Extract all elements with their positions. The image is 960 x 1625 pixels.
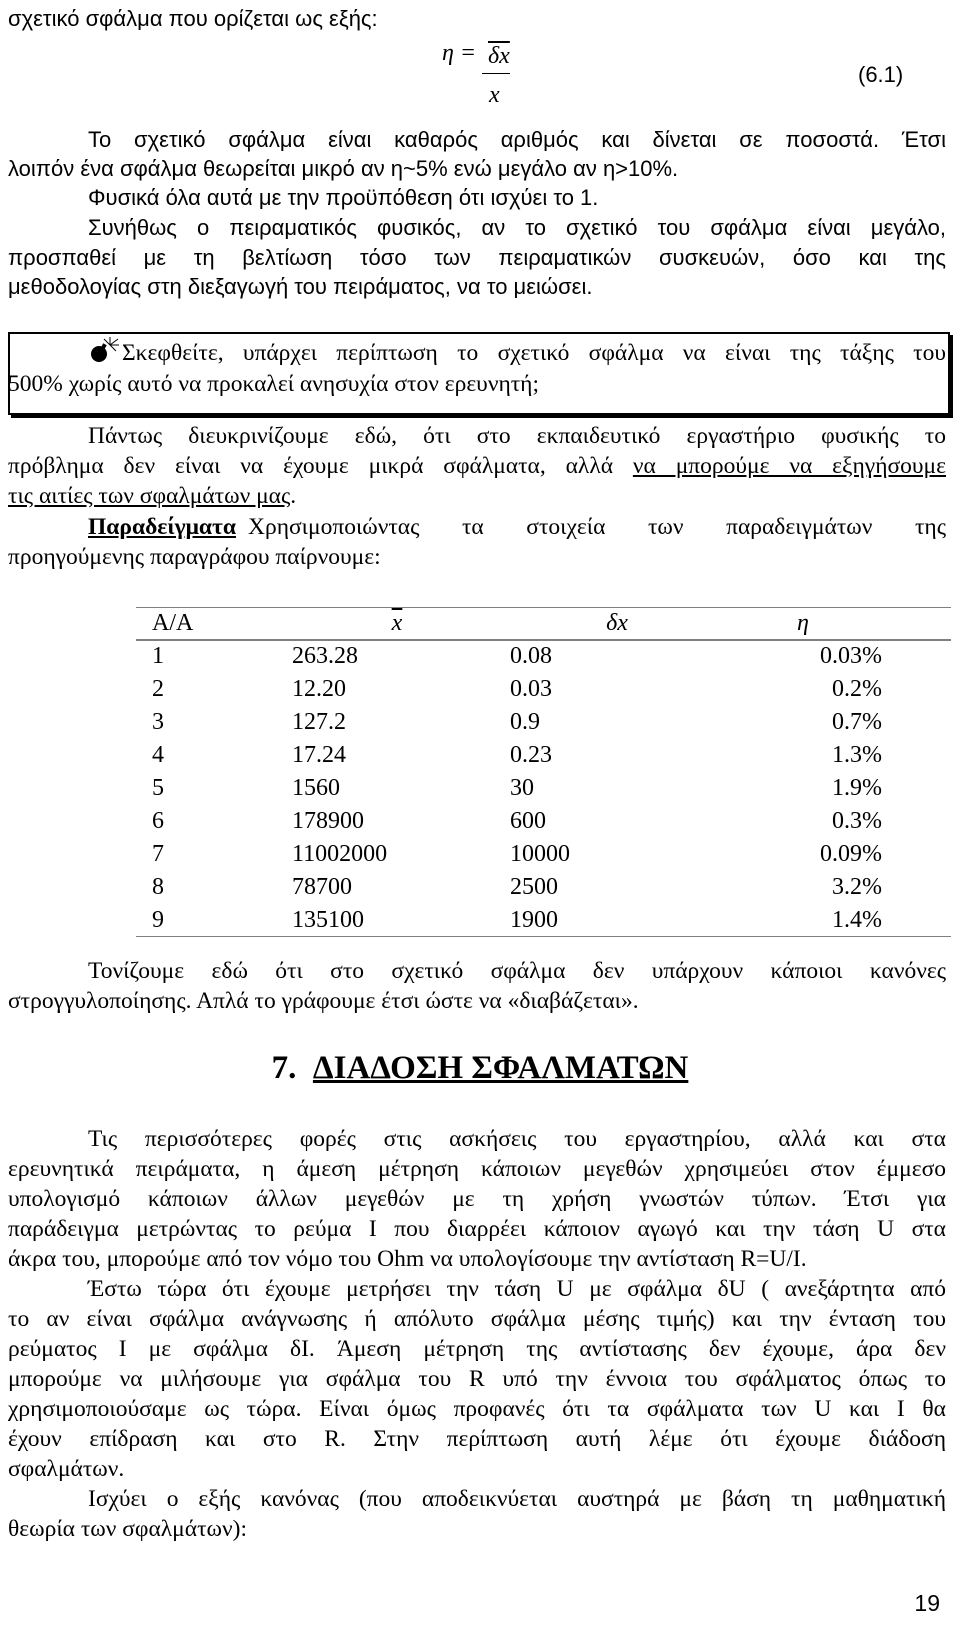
table-row	[136, 904, 882, 937]
cell-x: 178900	[292, 808, 364, 834]
para2-line-3-tail: .	[290, 483, 297, 509]
para1-line-3: Φυσικά όλα αυτά με την προϋπόθεση ότι ισχύει το 1.	[88, 185, 599, 210]
think-box-line-1: Σκεφθείτε, υπάρχει περίπτωση το σχετικό σφάλμα να είναι της τάξης του	[122, 340, 946, 366]
table-header-row	[136, 607, 882, 640]
cell-eta: 3.2%	[832, 874, 882, 900]
para2-line-3-underlined: τις αιτίες των σφαλμάτων μας	[8, 483, 291, 509]
para1-line-1: Το σχετικό σφάλμα είναι καθαρός αριθμός και δίνεται σε ποσοστά. Έτσι	[88, 127, 946, 152]
intro-line: σχετικό σφάλμα που ορίζεται ως εξής:	[8, 6, 378, 31]
table-row	[136, 805, 882, 838]
data-table	[136, 607, 882, 937]
bomb-icon	[90, 337, 120, 365]
cell-eta: 1.3%	[832, 742, 882, 768]
section-p1-line-3: υπολογισμό κάποιων άλλων μεγεθών με τη χρήση γνωστών τύπων. Έτσι για	[8, 1186, 946, 1212]
para1-line-4: Συνήθως ο πειραματικός φυσικός, αν το σχετικό του σφάλμα είναι μεγάλο,	[88, 215, 946, 240]
section-p2-line-7: σφαλμάτων.	[8, 1456, 125, 1482]
cell-x: 17.24	[292, 742, 346, 768]
cell-aa: 9	[152, 907, 164, 933]
page-number: 19	[914, 1590, 940, 1616]
para1-line-2: λοιπόν ένα σφάλμα θεωρείται μικρό αν η~5% ενώ μεγάλο αν η>10%.	[8, 156, 679, 181]
examples-label: Παραδείγματα	[88, 514, 236, 540]
examples-line-1	[88, 514, 946, 541]
section-p1-line-5: άκρα του, μπορούμε από τον νόμο του Ohm να υπολογίσουμε την αντίσταση R=U/I.	[8, 1246, 807, 1272]
examples-line-2: προηγούμενης παραγράφου παίρνουμε:	[8, 544, 381, 570]
section-p2-line-4: μπορούμε να μιλήσουμε για σφάλμα του R υπό την έννοια του σφάλματος όπως το	[8, 1366, 946, 1392]
para2-line-2-underlined: να μπορούμε να εξηγήσουμε	[632, 453, 946, 479]
header-eta	[724, 607, 882, 640]
section-number: 7.	[271, 1050, 297, 1086]
equation-lhs: η =	[442, 40, 477, 66]
cell-dx: 30	[510, 775, 534, 801]
cell-eta: 0.09%	[820, 841, 882, 867]
rounding-line-1: Τονίζουμε εδώ ότι στο σχετικό σφάλμα δεν υπάρχουν κάποιοι κανόνες	[88, 958, 946, 984]
table-row	[136, 706, 882, 739]
section-p2-line-5: χρησιμοποιούσαμε ως τώρα. Είναι όμως προφανές ότι τα σφάλματα των U και I θα	[8, 1396, 946, 1422]
cell-x: 127.2	[292, 709, 346, 735]
header-x-text: $\overline{x}$	[391, 610, 403, 636]
cell-aa: 8	[152, 874, 164, 900]
header-dx-text: δx	[606, 610, 628, 636]
equation-numerator-text: $\overline{\delta x}$	[488, 43, 510, 69]
cell-aa: 4	[152, 742, 164, 768]
para2-line-2-plain: πρόβλημα δεν είναι να έχουμε μικρά σφάλματα, αλλά	[8, 453, 633, 479]
cell-dx: 1900	[510, 907, 558, 933]
header-x	[282, 607, 502, 640]
table-row	[136, 739, 882, 772]
cell-dx: 0.23	[510, 742, 552, 768]
cell-x: 78700	[292, 874, 352, 900]
header-eta-text: η	[797, 610, 809, 636]
cell-eta: 0.7%	[832, 709, 882, 735]
rounding-line-2: στρογγυλοποίησης. Απλά το γράφουμε έτσι ώστε να «διαβάζεται».	[8, 988, 639, 1014]
cell-dx: 0.9	[510, 709, 540, 735]
cell-aa: 7	[152, 841, 164, 867]
cell-dx: 10000	[510, 841, 570, 867]
header-aa: Α/Α	[152, 610, 194, 636]
fraction-bar	[482, 73, 510, 74]
para2-line-2	[8, 453, 946, 480]
cell-aa: 5	[152, 775, 164, 801]
section-p1-line-1: Τις περισσότερες φορές στις ασκήσεις του εργαστηρίου, αλλά και στα	[88, 1126, 946, 1152]
header-dx	[502, 607, 724, 640]
cell-aa: 2	[152, 676, 164, 702]
examples-text: Χρησιμοποιώντας τα στοιχεία των παραδειγμάτων της	[248, 514, 946, 540]
section-p2-line-6: έχουν επίδραση και στο R. Στην περίπτωση αυτή λέμε ότι έχουμε διάδοση	[8, 1426, 946, 1452]
table-row	[136, 838, 882, 871]
cell-aa: 1	[152, 643, 164, 669]
section-title: ΔΙΑΔΟΣΗ ΣΦΑΛΜΑΤΩΝ	[312, 1050, 689, 1086]
equation-numerator	[488, 43, 510, 70]
cell-x: 12.20	[292, 676, 346, 702]
cell-aa: 3	[152, 709, 164, 735]
section-p1-line-2: ερευνητικά πειράματα, η άμεση μέτρηση κάποιων μεγεθών χρησιμεύει στον έμμεσο	[8, 1156, 946, 1182]
cell-dx: 600	[510, 808, 546, 834]
table-row	[136, 640, 882, 673]
cell-eta: 0.2%	[832, 676, 882, 702]
cell-dx: 0.08	[510, 643, 552, 669]
cell-aa: 6	[152, 808, 164, 834]
section-p2-line-2: το αν είναι σφάλμα ανάγνωσης ή απόλυτο σφάλμα μέσης τιμής) και την ένταση του	[8, 1306, 946, 1332]
cell-x: 1560	[292, 775, 340, 801]
para2-line-1: Πάντως διευκρινίζουμε εδώ, ότι στο εκπαιδευτικό εργαστήριο φυσικής το	[88, 423, 946, 449]
section-p3-line-2: θεωρία των σφαλμάτων):	[8, 1516, 247, 1542]
cell-x: 263.28	[292, 643, 358, 669]
section-p2-line-1: Έστω τώρα ότι έχουμε μετρήσει την τάση U με σφάλμα δU ( ανεξάρτητα από	[88, 1276, 946, 1302]
think-box-line-2: 500% χωρίς αυτό να προκαλεί ανησυχία στον ερευνητή;	[8, 371, 539, 397]
section-p3-line-1: Ισχύει ο εξής κανόνας (που αποδεικνύεται αυστηρά με βάση τη μαθηματική	[88, 1486, 946, 1512]
section-p2-line-3: ρεύματος I με σφάλμα δI. Άμεση μέτρηση της αντίστασης δεν έχουμε, άρα δεν	[8, 1336, 946, 1362]
table-row	[136, 772, 882, 805]
cell-dx: 0.03	[510, 676, 552, 702]
cell-eta: 1.4%	[832, 907, 882, 933]
equation-number: (6.1)	[858, 62, 904, 87]
cell-eta: 0.03%	[820, 643, 882, 669]
para2-line-3	[8, 483, 296, 510]
cell-eta: 1.9%	[832, 775, 882, 801]
table-row	[136, 871, 882, 904]
section-p1-line-4: παράδειγμα μετρώντας το ρεύμα I που διαρρέει κάποιον αγωγό και την τάση U στα	[8, 1216, 946, 1242]
para1-line-6: μεθοδολογίας στη διεξαγωγή του πειράματος, να το μειώσει.	[8, 274, 593, 299]
cell-x: 11002000	[292, 841, 388, 867]
equation-denominator: x	[489, 82, 500, 108]
para1-line-5: προσπαθεί με τη βελτίωση τόσο των πειραματικών συσκευών, όσο και της	[8, 245, 946, 270]
cell-eta: 0.3%	[832, 808, 882, 834]
cell-x: 135100	[292, 907, 364, 933]
table-row	[136, 673, 882, 706]
section-heading	[0, 1050, 960, 1087]
cell-dx: 2500	[510, 874, 558, 900]
